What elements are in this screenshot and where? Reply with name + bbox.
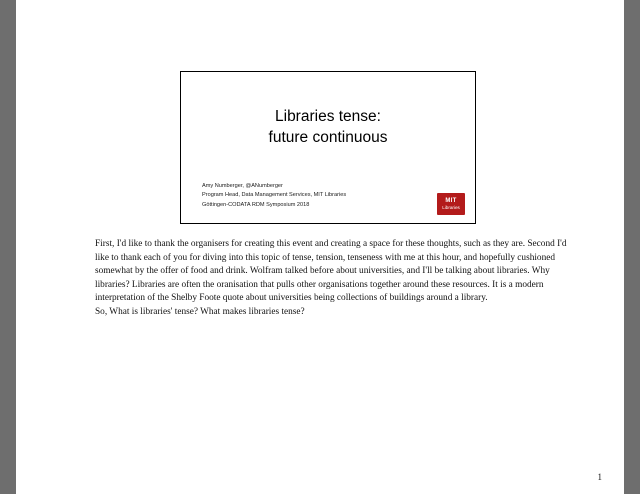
speaker-notes [95,238,573,320]
notes-paragraph-1: First, I'd like to thank the organisers for creating this event and creating a space for these thoughts, such as they are. Second I'd like to thank each of you for diving into this topic of tense, tension, tenseness with me at this hour, and hopefully cushioned somewhat by the offer of food and drink. Wolfram talked before about universities, and I'll be talking about libraries. Why libraries? Libraries are often the oranisation that pulls other organisations together around these resources. It is a modern interpretation of the Shelby Foote quote about universities being collections of buildings around a library. [95,239,567,304]
slide-title-line2: future continuous [268,129,388,146]
page-number: 1 [597,472,602,482]
credit-line-role: Program Head, Data Management Services, MIT Libraries [202,192,347,199]
credit-line-author: Amy Numberger, @ANumberger [202,182,283,189]
notes-paragraph-2: So, What is libraries' tense? What makes libraries tense? [95,306,305,317]
logo-bottom-text: Libraries [442,204,460,210]
slide-credits [202,182,346,210]
slide-title [181,106,475,148]
slide-thumbnail [180,71,476,224]
document-page [16,0,624,494]
mit-libraries-logo-icon [437,193,465,215]
slide-title-line1: Libraries tense: [275,108,381,125]
credit-line-event: Göttingen-CODATA RDM Symposium 2018 [202,201,310,208]
logo-top-text: MIT [445,197,457,204]
